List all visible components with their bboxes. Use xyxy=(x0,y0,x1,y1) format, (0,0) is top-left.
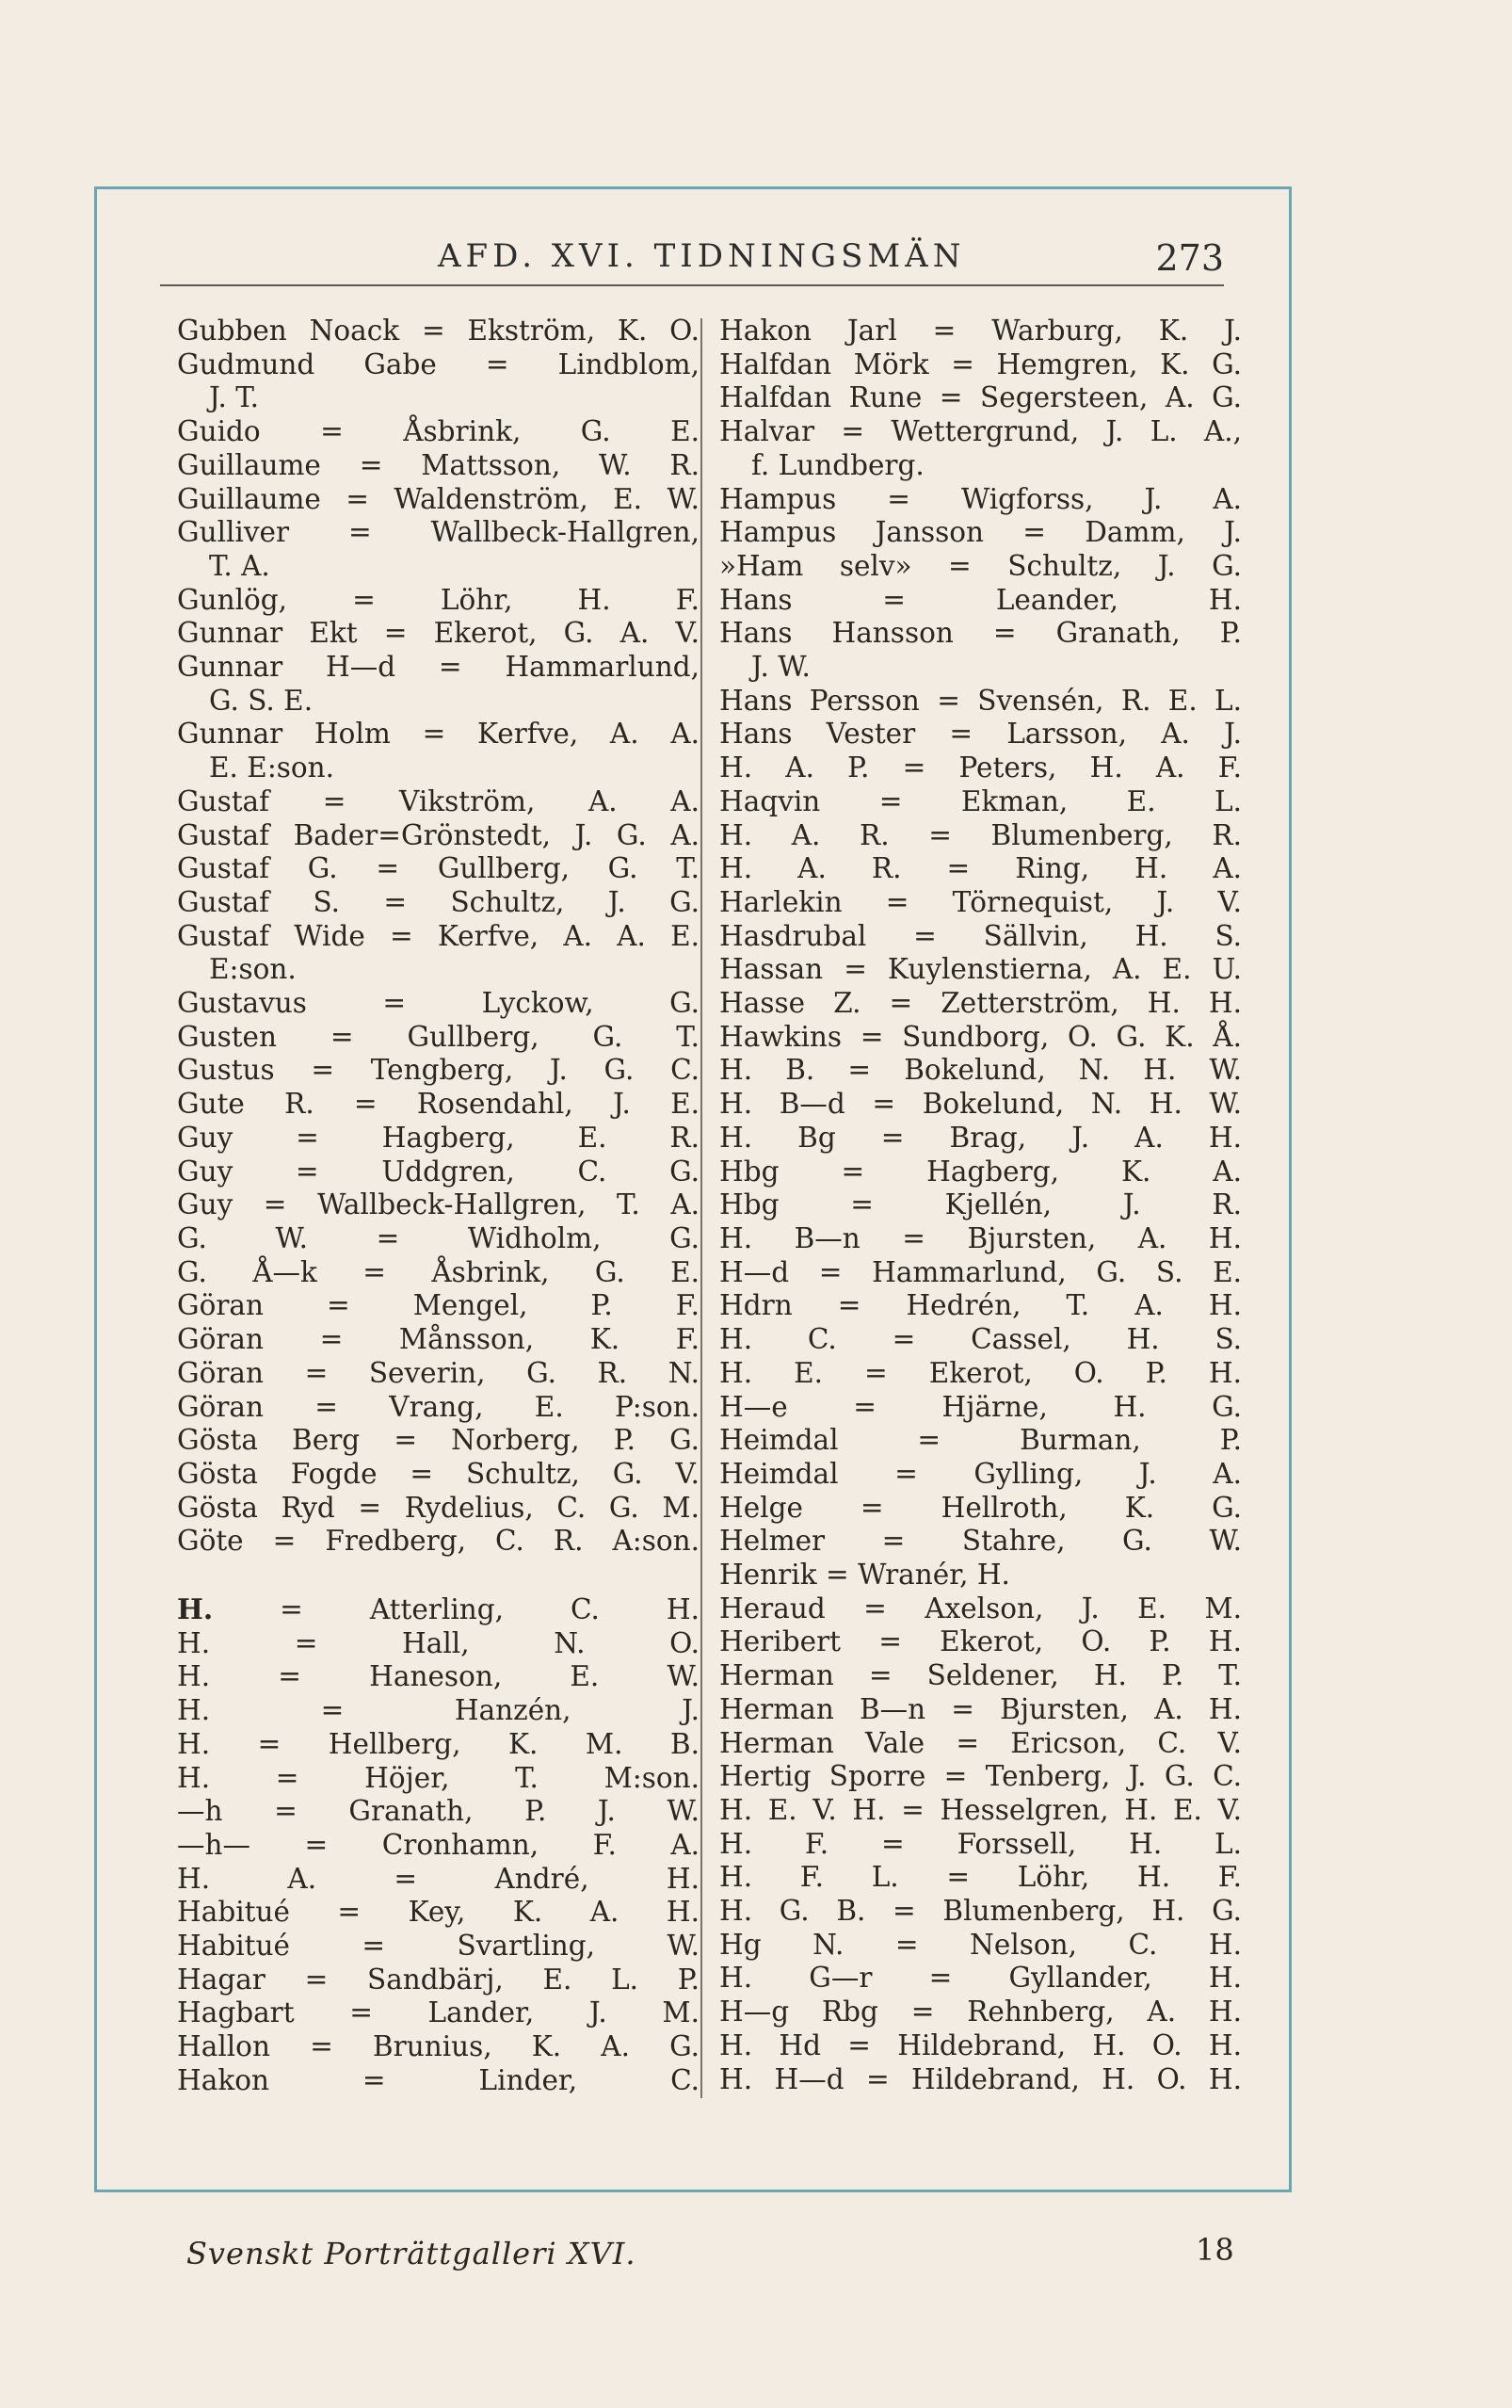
index-entry: Hertig Sporre = Tenberg, J. G. C. xyxy=(719,1760,1242,1793)
index-entry: Gustavus = Lyckow, G. xyxy=(177,987,700,1020)
index-entry: Henrik = Wranér, H. xyxy=(719,1559,1010,1592)
index-entry: Gustaf = Vikström, A. A. xyxy=(177,784,700,817)
index-entry: Göte = Fredberg, C. R. A:son. xyxy=(177,1525,700,1558)
index-entry: Hagar = Sandbärj, E. L. P. xyxy=(177,1963,700,1996)
index-entry: Hans = Leander, H. xyxy=(719,583,1242,616)
index-entry: G. W. = Widholm, G. xyxy=(177,1221,700,1254)
index-entry: »Ham selv» = Schultz, J. G. xyxy=(719,549,1242,582)
index-entry: H. B. = Bokelund, N. H. W. xyxy=(719,1054,1242,1087)
index-entry: H. Hd = Hildebrand, H. O. H. xyxy=(719,2028,1242,2061)
index-entry: Halvar = Wettergrund, J. L. A., xyxy=(719,415,1242,448)
index-entry: H. H—d = Hildebrand, H. O. H. xyxy=(719,2062,1242,2095)
section-title: AFD. XVI. TIDNINGSMÄN xyxy=(438,237,966,275)
index-entry: Guy = Uddgren, C. G. xyxy=(177,1155,700,1188)
index-entry: Gösta Fogde = Schultz, G. V. xyxy=(177,1457,700,1490)
index-entry: Gute R. = Rosendahl, J. E. xyxy=(177,1088,700,1121)
index-entry: Hakon = Linder, C. xyxy=(177,2063,700,2096)
index-entry: Gusten = Gullberg, G. T. xyxy=(177,1020,700,1053)
index-entry: H. = Hellberg, K. M. B. xyxy=(177,1727,700,1760)
index-entry: H. E. V. H. = Hesselgren, H. E. V. xyxy=(719,1793,1242,1826)
index-entry: Hallon = Brunius, K. A. G. xyxy=(177,2030,700,2063)
index-entry: Hbg = Hagberg, K. A. xyxy=(719,1155,1242,1188)
index-entry-continuation: T. A. xyxy=(209,549,270,582)
index-entry-continuation: J. W. xyxy=(751,651,811,684)
index-entry: Helge = Hellroth, K. G. xyxy=(719,1491,1242,1524)
index-entry: H. = Hanzén, J. xyxy=(177,1694,700,1727)
index-entry: Gunnar H—d = Hammarlund, xyxy=(177,651,700,684)
index-entry: Gulliver = Wallbeck-Hallgren, xyxy=(177,516,700,549)
index-entry: Gustaf G. = Gullberg, G. T. xyxy=(177,852,700,885)
index-entry: Göran = Vrang, E. P:son. xyxy=(177,1390,700,1423)
sheet-number: 18 xyxy=(1196,2232,1234,2268)
index-entry: Hawkins = Sundborg, O. G. K. Å. xyxy=(719,1020,1242,1053)
index-entry: Göran = Månsson, K. F. xyxy=(177,1323,700,1356)
index-entry: Halfdan Mörk = Hemgren, K. G. xyxy=(719,347,1242,380)
index-entry: Heraud = Axelson, J. E. M. xyxy=(719,1592,1242,1624)
index-entry: Gustaf Wide = Kerfve, A. A. E. xyxy=(177,919,700,952)
index-entry: Haqvin = Ekman, E. L. xyxy=(719,784,1242,817)
index-entry: Hans Vester = Larsson, A. J. xyxy=(719,718,1242,751)
index-entry: Gunnar Ekt = Ekerot, G. A. V. xyxy=(177,617,700,650)
index-entry: Hampus Jansson = Damm, J. xyxy=(719,516,1242,549)
index-entry: Hasdrubal = Sällvin, H. S. xyxy=(719,919,1242,952)
index-entry: H. G. B. = Blumenberg, H. G. xyxy=(719,1895,1242,1928)
index-entry: Herman Vale = Ericson, C. V. xyxy=(719,1726,1242,1759)
index-entry: H. A. R. = Blumenberg, R. xyxy=(719,818,1242,851)
index-entry: H. = Atterling, C. H. xyxy=(177,1592,700,1626)
index-entry: —h— = Cronhamn, F. A. xyxy=(177,1828,700,1861)
index-entry: Hampus = Wigforss, J. A. xyxy=(719,482,1242,515)
index-entry: Gustaf S. = Schultz, J. G. xyxy=(177,885,700,918)
index-entry: Gudmund Gabe = Lindblom, xyxy=(177,347,700,380)
index-entry-continuation: f. Lundberg. xyxy=(751,448,925,481)
index-entry: Gunlög, = Löhr, H. F. xyxy=(177,583,700,616)
index-entry: H. A. P. = Peters, H. A. F. xyxy=(719,751,1242,784)
index-entry: Heimdal = Burman, P. xyxy=(719,1424,1242,1457)
index-entry: Habitué = Svartling, W. xyxy=(177,1930,700,1963)
index-entry: Hg N. = Nelson, C. H. xyxy=(719,1928,1242,1961)
index-entry: Heimdal = Gylling, J. A. xyxy=(719,1457,1242,1490)
index-entry: Hans Persson = Svensén, R. E. L. xyxy=(719,684,1242,717)
index-entry: H. F. L. = Löhr, H. F. xyxy=(719,1861,1242,1894)
index-entry: H. = Höjer, T. M:son. xyxy=(177,1761,700,1794)
index-entry-continuation: J. T. xyxy=(209,381,260,414)
index-entry: Göran = Severin, G. R. N. xyxy=(177,1356,700,1389)
left-column xyxy=(177,315,700,2098)
index-entry: Heribert = Ekerot, O. P. H. xyxy=(719,1625,1242,1658)
index-entry-continuation: G. S. E. xyxy=(209,684,314,717)
index-entry: Gunnar Holm = Kerfve, A. A. xyxy=(177,718,700,751)
running-header xyxy=(160,234,1224,290)
index-entry: Halfdan Rune = Segersteen, A. G. xyxy=(719,381,1242,414)
header-rule xyxy=(160,284,1224,286)
index-entry: H. B—n = Bjursten, A. H. xyxy=(719,1221,1242,1254)
index-entry: Hagbart = Lander, J. M. xyxy=(177,1996,700,2029)
index-entry: Herman = Seldener, H. P. T. xyxy=(719,1659,1242,1692)
index-entry: Hdrn = Hedrén, T. A. H. xyxy=(719,1289,1242,1322)
index-entry: —h = Granath, P. J. W. xyxy=(177,1795,700,1828)
section-lead-letter: H. xyxy=(177,1592,214,1626)
index-entry: Guillaume = Mattsson, W. R. xyxy=(177,448,700,481)
index-entry: H. = Haneson, E. W. xyxy=(177,1660,700,1693)
index-entry: Guillaume = Waldenström, E. W. xyxy=(177,482,700,515)
index-entry: Guy = Wallbeck-Hallgren, T. A. xyxy=(177,1188,700,1221)
index-entry: Hakon Jarl = Warburg, K. J. xyxy=(719,315,1242,347)
index-entry: H. E. = Ekerot, O. P. H. xyxy=(719,1356,1242,1389)
column-divider xyxy=(700,318,702,2098)
index-entry: H. B—d = Bokelund, N. H. W. xyxy=(719,1088,1242,1121)
index-entry: Guido = Åsbrink, G. E. xyxy=(177,415,700,448)
index-entry: Hassan = Kuylenstierna, A. E. U. xyxy=(719,953,1242,986)
index-entry: H. G—r = Gyllander, H. xyxy=(719,1962,1242,1995)
index-entry: Harlekin = Törnequist, J. V. xyxy=(719,885,1242,918)
index-entry: Hasse Z. = Zetterström, H. H. xyxy=(719,987,1242,1020)
index-entry: H. A. R. = Ring, H. A. xyxy=(719,852,1242,885)
index-entry: Hbg = Kjellén, J. R. xyxy=(719,1188,1242,1221)
index-entry: G. Å—k = Åsbrink, G. E. xyxy=(177,1255,700,1288)
footer-title: Svenskt Porträttgalleri XVI. xyxy=(186,2236,636,2271)
index-entry: H. C. = Cassel, H. S. xyxy=(719,1323,1242,1356)
right-column xyxy=(719,315,1242,2096)
index-entry-continuation: E. E:son. xyxy=(209,751,335,784)
index-entry: Helmer = Stahre, G. W. xyxy=(719,1525,1242,1558)
index-entry: H. A. = André, H. xyxy=(177,1862,700,1895)
index-entry: Gubben Noack = Ekström, K. O. xyxy=(177,315,700,347)
index-entry: Gösta Berg = Norberg, P. G. xyxy=(177,1424,700,1457)
index-entry: Habitué = Key, K. A. H. xyxy=(177,1896,700,1929)
index-entry: Göran = Mengel, P. F. xyxy=(177,1289,700,1322)
index-entry: Guy = Hagberg, E. R. xyxy=(177,1121,700,1154)
index-entry: H—e = Hjärne, H. G. xyxy=(719,1390,1242,1423)
index-entry: H. Bg = Brag, J. A. H. xyxy=(719,1121,1242,1154)
index-entry-continuation: E:son. xyxy=(209,953,297,986)
index-entry: H—g Rbg = Rehnberg, A. H. xyxy=(719,1996,1242,2028)
index-entry: Gustaf Bader=Grönstedt, J. G. A. xyxy=(177,818,700,851)
index-entry: Hans Hansson = Granath, P. xyxy=(719,617,1242,650)
section-gap xyxy=(177,1559,700,1592)
index-entry: H. F. = Forssell, H. L. xyxy=(719,1827,1242,1860)
index-entry: Gustus = Tengberg, J. G. C. xyxy=(177,1054,700,1087)
index-entry: Herman B—n = Bjursten, A. H. xyxy=(719,1692,1242,1725)
index-entry: Gösta Ryd = Rydelius, C. G. M. xyxy=(177,1491,700,1524)
index-entry: H. = Hall, N. O. xyxy=(177,1626,700,1659)
page-number: 273 xyxy=(1155,237,1224,279)
index-entry: H—d = Hammarlund, G. S. E. xyxy=(719,1255,1242,1288)
